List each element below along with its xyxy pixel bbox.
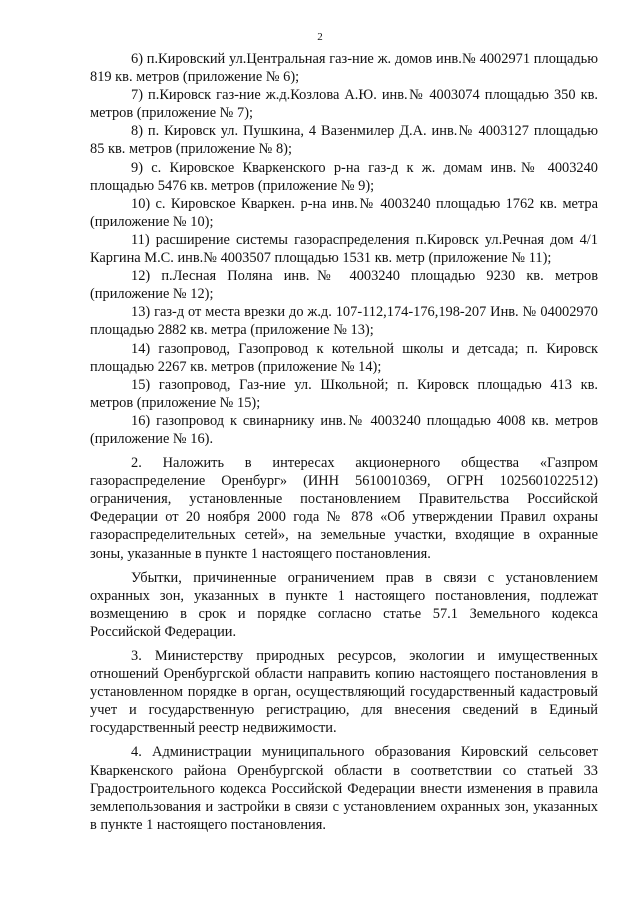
losses-paragraph: Убытки, причиненные ограничением прав в связи с установлением охранных зон, указанных в пункте 1 настоящего постановления, подлежат возмещению в срок и порядке согласно статье 57.1 Земельного кодекса Российской Федерации. (90, 569, 598, 640)
list-item-14: 14) газопровод, Газопровод к котельной школы и детсада; п. Кировск площадью 2267 кв. метров (приложение № 14); (90, 340, 598, 375)
list-item-12: 12) п.Лесная Поляна инв.№ 4003240 площадью 9230 кв. метров (приложение № 12); (90, 268, 598, 303)
list-item-11: 11) расширение системы газораспределения п.Кировск ул.Речная дом 4/1 Каргина М.С. инв.№ 4003507 площадью 1531 кв. метр (приложение № 11); (90, 231, 598, 267)
page-number: 2 (317, 31, 323, 43)
document-body (90, 50, 598, 834)
list-item-7: 7) п.Кировск газ-ние ж.д.Козлова А.Ю. инв.№ 4003074 площадью 350 кв. метров (приложение № 7); (90, 87, 598, 122)
list-item-10: 10) с. Кировское Кваркен. р-на инв.№ 4003240 площадью 1762 кв. метра (приложение № 10); (90, 195, 598, 230)
list-item-6: 6) п.Кировский ул.Центральная газ-ние ж. домов инв.№ 4002971 площадью 819 кв. метров (приложение № 6); (90, 51, 598, 86)
clause-4-paragraph: 4. Администрации муниципального образования Кировский сельсовет Кваркенского района Оренбургской области в соответствии со статьей 33 Градостроительного кодекса Российской Федерации внести изменения в правила землепользования и застройки в связи с установлением охранных зон, указанных в пункте 1 настоящего постановления. (90, 744, 598, 833)
clause-3-paragraph: 3. Министерству природных ресурсов, экологии и имущественных отношений Оренбургской области направить копию настоящего постановления в установленном порядке в орган, осуществляющий государственный кадастровый учет и государственную регистрацию, для внесения сведений в Единый государственный реестр недвижимости. (90, 648, 598, 737)
list-item-13: 13) газ-д от места врезки до ж.д. 107-112,174-176,198-207 Инв. № 04002970 площадью 2882 кв. метра (приложение № 13); (90, 304, 598, 339)
list-item-15: 15) газопровод, Газ-ние ул. Школьной; п. Кировск площадью 413 кв. метров (приложение № 15); (90, 376, 598, 411)
list-item-16: 16) газопровод к свинарнику инв.№ 4003240 площадью 4008 кв. метров (приложение № 16). (90, 412, 598, 447)
list-item-9: 9) с. Кировское Кваркенского р-на газ-д к ж. домам инв.№ 4003240 площадью 5476 кв. метров (приложение № 9); (90, 159, 598, 194)
list-item-8: 8) п. Кировск ул. Пушкина, 4 Вазенмилер Д.А. инв.№ 4003127 площадью 85 кв. метров (приложение № 8); (90, 123, 598, 158)
clause-2-paragraph: 2. Наложить в интересах акционерного общества «Газпром газораспределение Оренбург» (ИНН 5610010369, ОГРН 1025601022512) ограничения, установленные постановлением Правительства Российской Федерации от 20 ноября 2000 года № 878 «Об утверждении Правил охраны газораспределительных сетей», на земельные участки, входящие в охранные зоны, указанные в пункте 1 настоящего постановления. (90, 455, 598, 562)
